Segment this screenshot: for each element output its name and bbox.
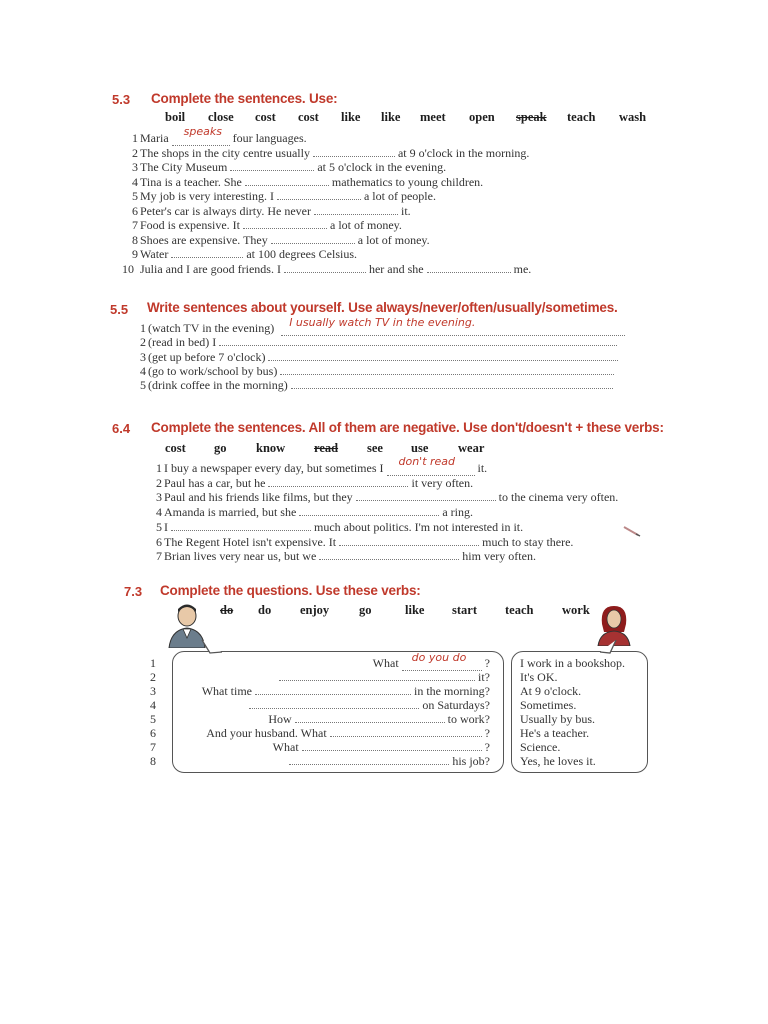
line-number: 4 xyxy=(150,698,156,712)
sentence xyxy=(156,505,473,519)
sentence-text: mathematics to young children. xyxy=(328,175,484,189)
line-number: 2 xyxy=(132,146,138,160)
line-number: 3 xyxy=(140,350,146,364)
sentence xyxy=(132,125,307,146)
sentence xyxy=(132,189,436,203)
answer-line[interactable] xyxy=(219,335,617,346)
word-bank xyxy=(0,441,768,457)
sentence-text: Paul and his friends like films, but they xyxy=(164,490,356,504)
line-number: 8 xyxy=(150,754,156,768)
handwritten-answer: do you do xyxy=(411,651,467,664)
reply-text: He's a teacher. xyxy=(520,726,590,740)
sentence-text: at 5 o'clock in the evening. xyxy=(314,160,447,174)
sentence xyxy=(132,218,402,232)
question-text: What xyxy=(272,740,302,754)
sentence-text: him very often. xyxy=(459,549,536,563)
line-number: 10 xyxy=(122,262,134,276)
word-bank-item: cost xyxy=(255,110,276,124)
sentence-text: a lot of money. xyxy=(327,218,402,232)
word-bank-item: see xyxy=(367,441,383,455)
answer-blank[interactable] xyxy=(314,204,398,215)
reply-text: Sometimes. xyxy=(520,698,577,712)
sentence xyxy=(156,490,619,504)
question-text: his job? xyxy=(449,754,490,768)
line-number: 1 xyxy=(132,131,138,145)
sentence-text: Water xyxy=(140,247,172,261)
sentence-text: a lot of money. xyxy=(354,233,430,247)
word-bank-item: go xyxy=(214,441,227,455)
speech-bubble-tail xyxy=(200,640,224,654)
sentence-text: The shops in the city centre usually xyxy=(140,146,313,160)
sentence-text: four languages. xyxy=(229,131,307,145)
question xyxy=(273,740,490,754)
answer-blank[interactable] xyxy=(268,476,408,487)
word-bank-item: know xyxy=(256,441,286,455)
handwritten-answer: speaks xyxy=(183,125,222,138)
question-text: ? xyxy=(481,726,490,740)
line-number: 6 xyxy=(150,726,156,740)
word-bank-item: meet xyxy=(420,110,446,124)
reply-text: Science. xyxy=(520,740,561,754)
exercise-title: Complete the sentences. All of them are negative. Use don't/doesn't + these verbs: xyxy=(151,420,664,435)
sentence xyxy=(140,316,625,336)
question-text: What xyxy=(372,656,402,670)
handwritten-answer: I usually watch TV in the evening. xyxy=(289,316,476,329)
answer-blank[interactable] xyxy=(171,520,311,531)
answer-blank[interactable] xyxy=(279,670,475,681)
sentence-text: at 9 o'clock in the morning. xyxy=(394,146,530,160)
answer-line[interactable] xyxy=(281,316,625,336)
sentence xyxy=(156,549,536,563)
answer-blank[interactable] xyxy=(249,698,419,709)
sentence xyxy=(122,262,532,276)
word-bank-item: enjoy xyxy=(300,603,330,617)
answer-blank[interactable] xyxy=(402,651,482,671)
sentence-text: it. xyxy=(398,204,411,218)
answer-blank[interactable] xyxy=(319,549,459,560)
line-number: 3 xyxy=(150,684,156,698)
sentence-text: Peter's car is always dirty. He never xyxy=(140,204,314,218)
answer-line[interactable] xyxy=(268,350,618,361)
prompt-text: (watch TV in the evening) xyxy=(148,321,275,335)
line-number: 5 xyxy=(132,189,138,203)
line-number: 4 xyxy=(156,505,162,519)
sentence xyxy=(132,175,484,189)
word-bank-item-crossed: speak xyxy=(516,110,547,124)
sentence-text: Paul has a car, but he xyxy=(164,476,269,490)
exercise-title: Write sentences about yourself. Use always/never/often/usually/sometimes. xyxy=(147,300,618,315)
word-bank-item: open xyxy=(469,110,495,124)
answer-blank[interactable] xyxy=(230,160,314,171)
sentence-text: The City Museum xyxy=(140,160,231,174)
line-number: 7 xyxy=(150,740,156,754)
sentence-text: Julia and I are good friends. I xyxy=(140,262,284,276)
answer-blank[interactable] xyxy=(255,684,411,695)
line-number: 7 xyxy=(156,549,162,563)
sentence-text: I buy a newspaper every day, but sometimes I xyxy=(164,461,387,475)
answer-blank[interactable] xyxy=(387,455,475,476)
answer-blank[interactable] xyxy=(313,146,395,157)
line-number: 5 xyxy=(156,520,162,534)
prompt-text: (get up before 7 o'clock) xyxy=(148,350,266,364)
line-number: 9 xyxy=(132,247,138,261)
sentence xyxy=(132,146,530,160)
line-number: 4 xyxy=(132,175,138,189)
sentence-text: much to stay there. xyxy=(479,535,574,549)
line-number: 8 xyxy=(132,233,138,247)
line-number: 2 xyxy=(140,335,146,349)
word-bank-item: close xyxy=(208,110,234,124)
sentence-text: My job is very interesting. I xyxy=(140,189,277,203)
prompt-text: (read in bed) I xyxy=(148,335,217,349)
question xyxy=(249,698,490,712)
line-number: 6 xyxy=(156,535,162,549)
word-bank-item: go xyxy=(359,603,372,617)
sentence-text: it. xyxy=(474,461,488,475)
line-number: 4 xyxy=(140,364,146,378)
sentence-text: it very often. xyxy=(408,476,474,490)
answer-blank[interactable] xyxy=(339,535,479,546)
line-number: 1 xyxy=(140,321,146,335)
speech-bubble-tail xyxy=(598,640,620,654)
sentence xyxy=(132,233,430,247)
line-number: 6 xyxy=(132,204,138,218)
sentence xyxy=(132,160,447,174)
word-bank-item: boil xyxy=(165,110,186,124)
line-number: 3 xyxy=(156,490,162,504)
word-bank-item: work xyxy=(562,603,590,617)
sentence-text: Tina is a teacher. She xyxy=(140,175,245,189)
word-bank-item: teach xyxy=(505,603,534,617)
answer-blank[interactable] xyxy=(356,490,496,501)
sentence-text: Food is expensive. It xyxy=(140,218,243,232)
line-number: 2 xyxy=(150,670,156,684)
question xyxy=(289,754,490,768)
question-text: ? xyxy=(481,656,490,670)
sentence xyxy=(140,378,613,392)
sentence-text: a lot of people. xyxy=(360,189,436,203)
answer-blank[interactable] xyxy=(271,233,355,244)
reply-text: It's OK. xyxy=(520,670,558,684)
word-bank xyxy=(0,603,768,619)
answer-blank[interactable] xyxy=(295,712,445,723)
sentence-text: I xyxy=(164,520,171,534)
word-bank-item: cost xyxy=(298,110,319,124)
word-bank-item: use xyxy=(411,441,429,455)
reply-text: At 9 o'clock. xyxy=(520,684,582,698)
answer-blank[interactable] xyxy=(243,218,327,229)
answer-blank[interactable] xyxy=(172,125,230,146)
word-bank-item: like xyxy=(341,110,361,124)
answer-blank[interactable] xyxy=(299,505,439,516)
line-number: 2 xyxy=(156,476,162,490)
word-bank-item-crossed: do xyxy=(220,603,234,617)
exercise-number: 7.3 xyxy=(124,584,143,599)
exercise-title: Complete the sentences. Use: xyxy=(151,91,338,106)
sentence-text: at 100 degrees Celsius. xyxy=(243,247,358,261)
sentence xyxy=(156,476,474,490)
sentence xyxy=(132,204,411,218)
word-bank-item: like xyxy=(381,110,401,124)
word-bank-item: wash xyxy=(619,110,647,124)
exercise-number: 5.3 xyxy=(112,92,131,107)
sentence-text: Brian lives very near us, but we xyxy=(164,549,320,563)
answer-blank[interactable] xyxy=(245,175,329,186)
sentence xyxy=(140,350,618,364)
question-text: on Saturdays? xyxy=(419,698,490,712)
sentence xyxy=(156,535,574,549)
reply-text: Yes, he loves it. xyxy=(520,754,596,768)
line-number: 5 xyxy=(140,378,146,392)
sentence xyxy=(140,364,614,378)
answer-blank[interactable] xyxy=(284,262,366,273)
answer-blank[interactable] xyxy=(427,262,511,273)
sentence-text: a ring. xyxy=(439,505,473,519)
answer-blank[interactable] xyxy=(302,740,482,751)
question-text: ? xyxy=(481,740,490,754)
question xyxy=(202,684,490,698)
pencil-icon xyxy=(622,524,642,538)
question xyxy=(268,712,490,726)
sentence xyxy=(156,520,524,534)
sentence xyxy=(156,455,488,476)
exercise-title: Complete the questions. Use these verbs: xyxy=(160,583,421,598)
word-bank xyxy=(0,110,768,126)
sentence-text: Amanda is married, but she xyxy=(164,505,300,519)
answer-line[interactable] xyxy=(291,378,613,389)
sentence-text: me. xyxy=(510,262,532,276)
question xyxy=(372,651,490,671)
prompt-text: (drink coffee in the morning) xyxy=(148,378,288,392)
answer-blank[interactable] xyxy=(330,726,482,737)
line-number: 7 xyxy=(132,218,138,232)
handwritten-answer: don't read xyxy=(398,455,456,468)
reply-text: Usually by bus. xyxy=(520,712,595,726)
word-bank-item: wear xyxy=(458,441,485,455)
question-text: it? xyxy=(475,670,490,684)
question-text: to work? xyxy=(444,712,490,726)
answer-blank[interactable] xyxy=(277,189,361,200)
sentence-text: her and she xyxy=(365,262,427,276)
question-text: And your husband. What xyxy=(206,726,330,740)
reply-text: I work in a bookshop. xyxy=(520,656,625,670)
exercise-number: 6.4 xyxy=(112,421,131,436)
sentence-text: much about politics. I'm not interested in it. xyxy=(311,520,524,534)
question-text: in the morning? xyxy=(411,684,490,698)
line-number: 1 xyxy=(150,656,156,670)
word-bank-item-crossed: read xyxy=(314,441,339,455)
word-bank-item: cost xyxy=(165,441,186,455)
sentence-text: Shoes are expensive. They xyxy=(140,233,271,247)
prompt-text: (go to work/school by bus) xyxy=(148,364,278,378)
question xyxy=(206,726,490,740)
answer-line[interactable] xyxy=(280,364,614,375)
question-text: How xyxy=(268,712,295,726)
sentence xyxy=(132,247,358,261)
word-bank-item: do xyxy=(258,603,272,617)
answer-blank[interactable] xyxy=(289,754,449,765)
line-number: 5 xyxy=(150,712,156,726)
sentence-text: The Regent Hotel isn't expensive. It xyxy=(164,535,340,549)
question-text: What time xyxy=(201,684,256,698)
answer-blank[interactable] xyxy=(171,247,243,258)
word-bank-item: start xyxy=(452,603,477,617)
word-bank-item: teach xyxy=(567,110,596,124)
line-number: 3 xyxy=(132,160,138,174)
word-bank-item: like xyxy=(405,603,425,617)
sentence xyxy=(140,335,617,349)
question xyxy=(279,670,490,684)
exercise-number: 5.5 xyxy=(110,302,129,317)
line-number: 1 xyxy=(156,461,162,475)
sentence-text: Maria xyxy=(140,131,172,145)
sentence-text: to the cinema very often. xyxy=(495,490,619,504)
